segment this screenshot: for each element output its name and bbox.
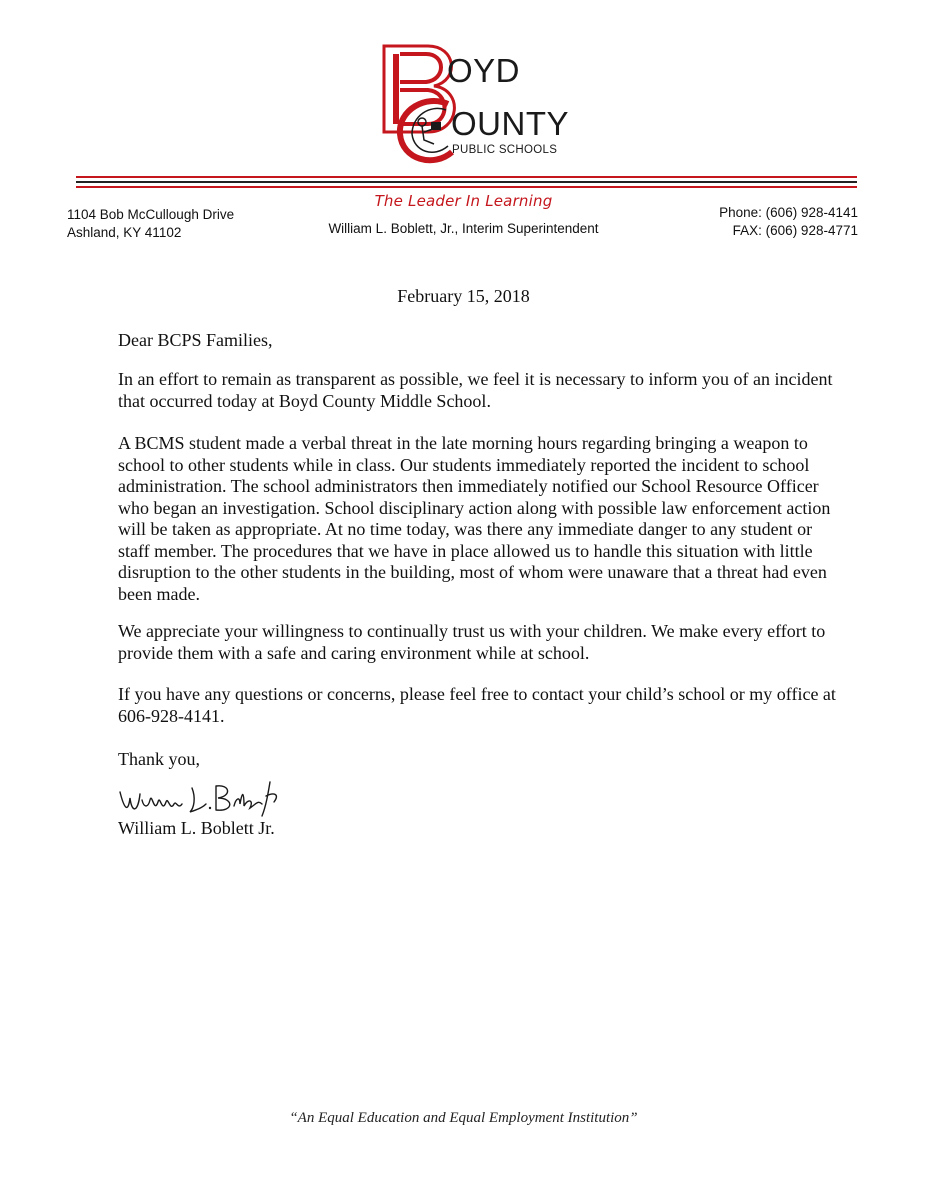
address-block: [67, 206, 234, 242]
paragraph: We appreciate your willingness to continually trust us with your children. We make every effort to provide them with a safe and caring environment while at school.: [118, 621, 826, 663]
logo-county-text: OUNTY: [451, 105, 569, 142]
phone-line: Phone: (606) 928-4141: [719, 205, 858, 220]
signer-name: William L. Boblett Jr.: [118, 818, 275, 838]
footer-statement: “An Equal Education and Equal Employment Institution”: [289, 1110, 638, 1126]
fax-line: FAX: (606) 928-4771: [732, 223, 858, 238]
header-rule-black: [76, 181, 857, 183]
letter-date: February 15, 2018: [397, 286, 530, 306]
paragraph: A BCMS student made a verbal threat in the late morning hours regarding bringing a weapon to school to other students while in class. Our students immediately reported the incident to school administration. The school administrators then immediately notified our School Resource Officer who began an investigation. School disciplinary action along with possible law enforcement action will be taken as appropriate. At no time today, was there any immediate danger to any student or staff member. The procedures that we have in place allowed us to handle this situation with little disruption to the other students in the building, most of whom were unaware that a threat had even been made.: [118, 433, 831, 604]
paragraph: In an effort to remain as transparent as possible, we feel it is necessary to inform you of an incident that occurred today at Boyd County Middle School.: [118, 369, 833, 411]
address-line-city: Ashland, KY 41102: [67, 225, 182, 240]
closing: Thank you,: [118, 749, 200, 769]
contact-block: [719, 204, 858, 240]
superintendent-line: William L. Boblett, Jr., Interim Superintendent: [328, 221, 599, 236]
tagline: The Leader In Learning: [374, 192, 553, 210]
boyd-county-logo: [376, 40, 569, 170]
header-rule-red-bottom: [76, 186, 857, 188]
salutation: Dear BCPS Families,: [118, 330, 273, 350]
paragraph: If you have any questions or concerns, please feel free to contact your child’s school or my office at 606-928-4141.: [118, 684, 836, 726]
signature-image: [116, 774, 286, 820]
logo-public-schools-text: PUBLIC SCHOOLS: [452, 144, 558, 156]
address-line-street: 1104 Bob McCullough Drive: [67, 207, 235, 222]
header-rule-red-top: [76, 176, 857, 178]
logo-boyd-text: OYD: [447, 52, 521, 89]
